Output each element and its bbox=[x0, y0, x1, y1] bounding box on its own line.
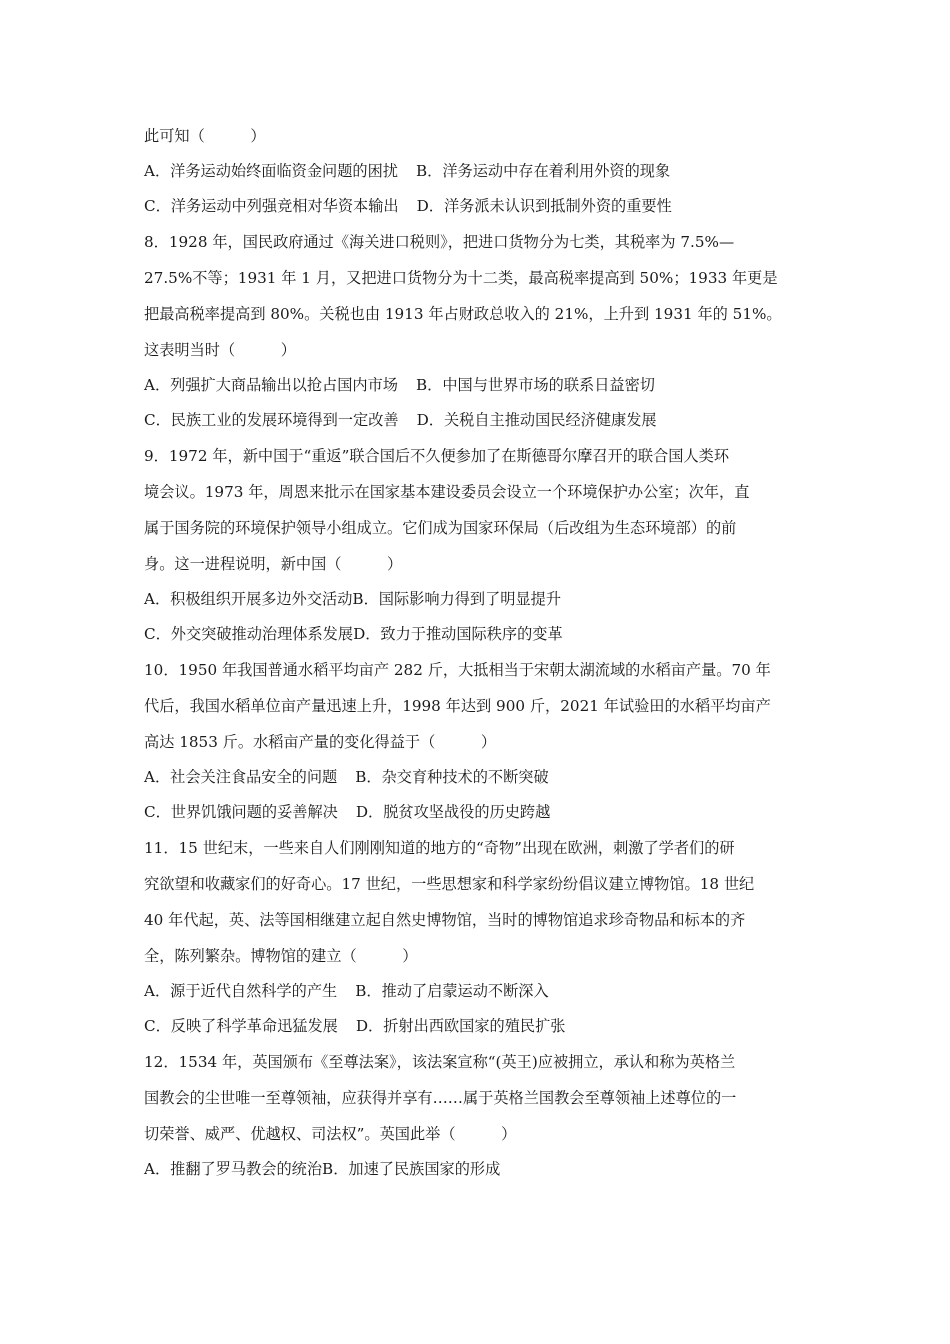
question-9-options-ab bbox=[144, 582, 808, 617]
option-a: A．积极组织开展多边外交活动 bbox=[144, 590, 353, 608]
option-a: A．列强扩大商品输出以抢占国内市场 bbox=[144, 376, 398, 394]
question-11-stem: 全，陈列繁杂。博物馆的建立（ ） bbox=[144, 947, 418, 965]
option-d: D．关税自主推动国民经济健康发展 bbox=[416, 411, 657, 429]
question-9-stem: 身。这一进程说明，新中国（ ） bbox=[144, 555, 403, 573]
question-8-stem: 8．1928 年，国民政府通过《海关进口税则》，把进口货物分为七类，其税率为 7.5%— bbox=[144, 233, 735, 251]
question-8-options-ab bbox=[144, 368, 808, 403]
question-11-stem: 11．15 世纪末，一些来自人们刚刚知道的地方的“奇物”出现在欧洲，刺激了学者们的研 bbox=[144, 839, 735, 857]
question-7-options-ab bbox=[144, 154, 808, 189]
question-9-stem: 9．1972 年，新中国于“重返”联合国后不久便参加了在斯德哥尔摩召开的联合国人类环 bbox=[144, 447, 730, 465]
option-c: C．反映了科学革命迅猛发展 bbox=[144, 1017, 338, 1035]
option-a: A．推翻了罗马教会的统治 bbox=[144, 1160, 323, 1178]
question-7-stem-end: 此可知（ ） bbox=[144, 127, 266, 145]
exam-page bbox=[144, 118, 808, 1187]
question-10-options-ab bbox=[144, 760, 808, 795]
question-11-options-cd bbox=[144, 1009, 808, 1044]
question-12-stem: 12．1534 年，英国颁布《至尊法案》，该法案宣称“(英王)应被拥立，承认和称为英格兰 bbox=[144, 1053, 736, 1071]
question-10-options-cd bbox=[144, 795, 808, 830]
question-12-options-ab bbox=[144, 1152, 808, 1187]
option-c: C．民族工业的发展环境得到一定改善 bbox=[144, 411, 399, 429]
option-b: B．国际影响力得到了明显提升 bbox=[352, 590, 562, 608]
question-8-stem: 27.5%不等；1931 年 1 月，又把进口货物分为十二类，最高税率提高到 50%；1933 年更是 bbox=[144, 269, 778, 287]
question-10-stem: 高达 1853 斤。水稻亩产量的变化得益于（ ） bbox=[144, 733, 497, 751]
option-d: D．脱贫攻坚战役的历史跨越 bbox=[355, 803, 551, 821]
question-11-stem: 40 年代起，英、法等国相继建立起自然史博物馆，当时的博物馆追求珍奇物品和标本的齐 bbox=[144, 911, 746, 929]
question-9-stem: 境会议。1973 年，周恩来批示在国家基本建设委员会设立一个环境保护办公室；次年，直 bbox=[144, 483, 750, 501]
option-b: B．洋务运动中存在着利用外资的现象 bbox=[415, 162, 671, 180]
question-9-stem: 属于国务院的环境保护领导小组成立。它们成为国家环保局（后改组为生态环境部）的前 bbox=[144, 519, 737, 537]
question-8-stem: 把最高税率提高到 80%。关税也由 1913 年占财政总收入的 21%，上升到 1931 年的 51%。 bbox=[144, 305, 782, 323]
option-a: A．洋务运动始终面临资金问题的困扰 bbox=[144, 162, 398, 180]
question-8-stem: 这表明当时（ ） bbox=[144, 341, 296, 359]
option-a: A．源于近代自然科学的产生 bbox=[144, 982, 338, 1000]
option-b: B．加速了民族国家的形成 bbox=[322, 1160, 501, 1178]
option-d: D．洋务派未认识到抵制外资的重要性 bbox=[416, 197, 672, 215]
question-10-stem: 代后，我国水稻单位亩产量迅速上升，1998 年达到 900 斤，2021 年试验田的水稻平均亩产 bbox=[144, 697, 771, 715]
option-b: B．推动了启蒙运动不断深入 bbox=[355, 982, 549, 1000]
question-7-options-cd bbox=[144, 189, 808, 224]
option-c: C．洋务运动中列强竞相对华资本输出 bbox=[144, 197, 399, 215]
question-8-options-cd bbox=[144, 403, 808, 438]
option-a: A．社会关注食品安全的问题 bbox=[144, 768, 338, 786]
question-11-options-ab bbox=[144, 974, 808, 1009]
option-d: D．致力于推动国际秩序的变革 bbox=[353, 625, 563, 643]
question-10-stem: 10．1950 年我国普通水稻平均亩产 282 斤，大抵相当于宋朝太湖流域的水稻亩产量。70 年 bbox=[144, 661, 771, 679]
option-d: D．折射出西欧国家的殖民扩张 bbox=[355, 1017, 566, 1035]
option-c: C．外交突破推动治理体系发展 bbox=[144, 625, 354, 643]
option-c: C．世界饥饿问题的妥善解决 bbox=[144, 803, 338, 821]
option-b: B．中国与世界市场的联系日益密切 bbox=[415, 376, 655, 394]
question-12-stem: 国教会的尘世唯一至尊领袖，应获得并享有……属于英格兰国教会至尊领袖上述尊位的一 bbox=[144, 1089, 737, 1107]
question-12-stem: 切荣誉、威严、优越权、司法权”。英国此举（ ） bbox=[144, 1125, 517, 1143]
option-b: B．杂交育种技术的不断突破 bbox=[355, 768, 549, 786]
question-11-stem: 究欲望和收藏家们的好奇心。17 世纪，一些思想家和科学家纷纷倡议建立博物馆。18 世纪 bbox=[144, 875, 755, 893]
question-9-options-cd bbox=[144, 617, 808, 652]
